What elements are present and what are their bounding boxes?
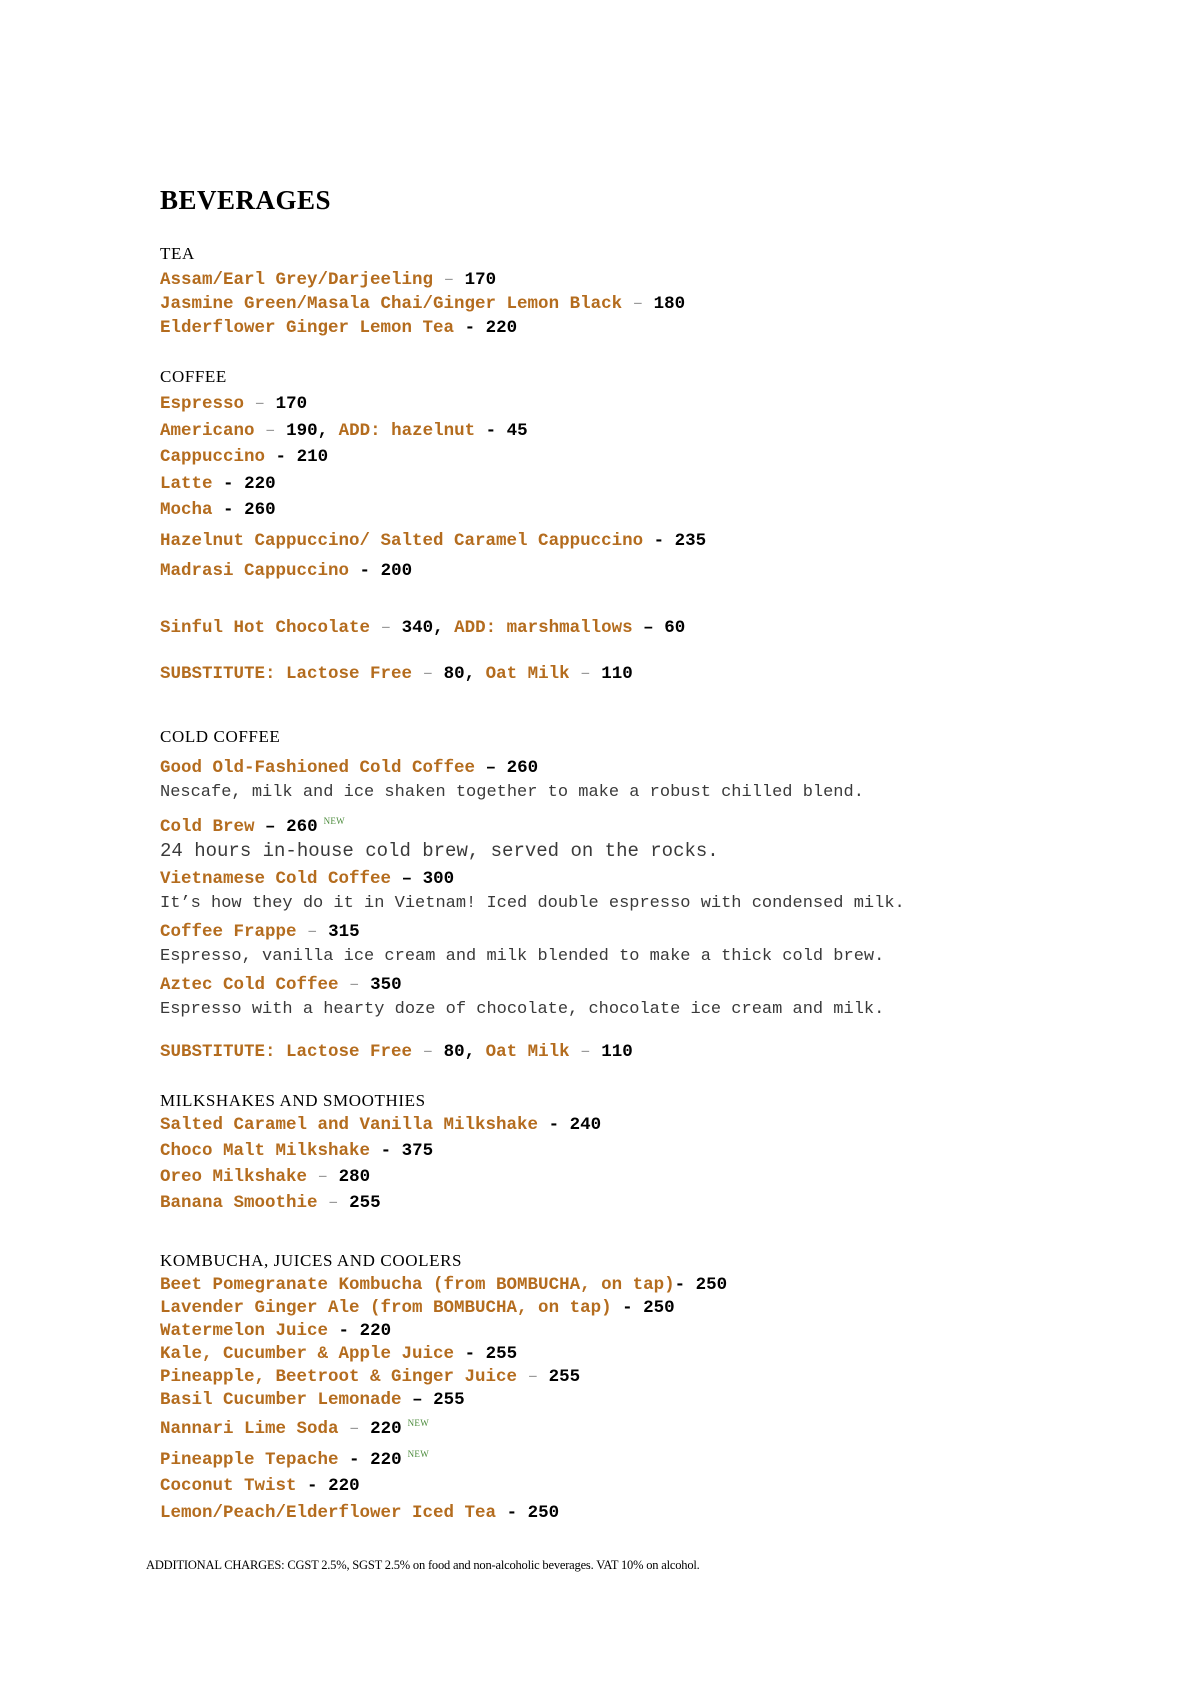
item-price: 220 (370, 1419, 402, 1440)
item-separator: - (275, 447, 287, 467)
section-heading: KOMBUCHA, JUICES AND COOLERS (160, 1251, 463, 1271)
item-name: Hazelnut Cappuccino/ Salted Caramel Cappuccino (160, 530, 644, 551)
item-price: 190, (286, 420, 329, 441)
item-separator: – (527, 1367, 539, 1388)
item-name: Choco Malt Milkshake (160, 1141, 371, 1162)
menu-item (160, 1343, 1160, 1366)
menu-item (160, 1320, 1160, 1343)
menu-item (160, 1190, 1160, 1216)
menu-item (160, 1389, 1160, 1412)
item-price: 255 (349, 1193, 381, 1214)
menu-item (160, 1164, 1160, 1190)
item-separator: - (653, 530, 665, 551)
page-title: BEVERAGES (160, 185, 332, 215)
item-name: Salted Caramel and Vanilla Milkshake (160, 1115, 539, 1136)
item-description: 24 hours in-house cold brew, served on the rocks. (160, 840, 719, 863)
item-separator: – (307, 922, 318, 943)
item-price: 255 (433, 1390, 465, 1411)
substitute-label: SUBSTITUTE: Lactose Free (160, 664, 413, 684)
item-name: Lavender Ginger Ale (from BOMBUCHA, on tap) (160, 1298, 612, 1319)
milkshakes-section (160, 1090, 1160, 1216)
item-separator: – (349, 1419, 360, 1440)
item-name: Basil Cucumber Lemonade (160, 1390, 402, 1411)
item-name: Good Old-Fashioned Cold Coffee (160, 757, 476, 778)
item-price: 220 (485, 318, 518, 338)
menu-item (160, 268, 1160, 292)
section-heading: COLD COFFEE (160, 726, 281, 746)
item-name: Sinful Hot Chocolate (160, 617, 371, 638)
item-description: Espresso, vanilla ice cream and milk blended to make a thick cold brew. (160, 947, 885, 967)
item-name: Vietnamese Cold Coffee (160, 869, 392, 890)
footer-charges-note: ADDITIONAL CHARGES: CGST 2.5%, SGST 2.5% on food and non-alcoholic beverages. VAT 10% on alcohol. (146, 1558, 700, 1572)
item-name: Latte (160, 473, 213, 494)
menu-item (160, 756, 1160, 780)
menu-item (160, 920, 1160, 944)
item-price: 170 (275, 394, 308, 414)
item-separator: - (307, 1475, 318, 1496)
item-separator: – (265, 420, 276, 441)
menu-item (160, 1412, 1160, 1441)
item-name: Oreo Milkshake (160, 1167, 308, 1188)
item-separator: – (643, 617, 654, 638)
menu-item (160, 528, 1160, 555)
menu-item (160, 558, 1160, 585)
add-on-label: ADD: marshmallows (454, 617, 633, 638)
add-on-label: ADD: hazelnut (338, 420, 476, 441)
item-name: Americano (160, 420, 255, 441)
item-price: 340, (401, 617, 444, 638)
menu-item (160, 471, 1160, 498)
item-price: 250 (695, 1275, 728, 1296)
new-badge: NEW (323, 815, 345, 826)
item-price: 235 (674, 530, 707, 551)
menu-item (160, 1138, 1160, 1164)
coffee-section (160, 366, 1160, 688)
menu-item (160, 418, 1160, 445)
menu-item (160, 973, 1160, 997)
item-price: 170 (464, 270, 497, 290)
item-price: 200 (380, 561, 413, 581)
item-separator: – (265, 816, 276, 837)
item-name: Beet Pomegranate Kombucha (from BOMBUCHA, on tap) (160, 1275, 675, 1296)
menu-item (160, 1499, 1160, 1527)
item-separator: - (359, 561, 371, 581)
cold-coffee-section (160, 726, 1160, 1065)
item-price: 260 (286, 816, 318, 837)
section-heading: COFFEE (160, 367, 227, 386)
item-separator: – (422, 664, 434, 684)
item-separator: - (349, 1449, 360, 1470)
item-separator: – (380, 617, 392, 638)
menu-item (160, 292, 1160, 316)
menu-item (160, 444, 1160, 471)
item-price: 350 (370, 975, 402, 996)
item-separator: – (632, 294, 644, 314)
item-separator: - (223, 473, 234, 494)
item-price: 220 (370, 1449, 402, 1470)
item-separator: - (380, 1141, 392, 1162)
item-separator: – (580, 1042, 591, 1063)
substitute-line (160, 1040, 1160, 1064)
section-heading: MILKSHAKES AND SMOOTHIES (160, 1091, 426, 1111)
item-separator: – (580, 664, 591, 684)
tea-section (160, 243, 1160, 340)
item-separator: - (674, 1275, 686, 1296)
item-separator: – (349, 975, 360, 996)
item-price: 220 (328, 1475, 360, 1496)
item-separator: – (254, 394, 266, 414)
item-name: Aztec Cold Coffee (160, 975, 339, 996)
item-price: 180 (653, 294, 686, 314)
substitute-label: Oat Milk (485, 664, 570, 684)
item-price: 260 (506, 757, 539, 778)
menu-item (160, 497, 1160, 524)
item-price: 220 (244, 473, 276, 494)
item-name: Assam/Earl Grey/Darjeeling (160, 270, 434, 290)
item-separator: - (223, 500, 234, 520)
item-name: Watermelon Juice (160, 1321, 329, 1342)
substitute-line (160, 661, 1160, 688)
add-on-price: 60 (664, 617, 686, 638)
item-name: Jasmine Green/Masala Chai/Ginger Lemon Black (160, 294, 623, 314)
item-separator: - (338, 1321, 350, 1342)
menu-item (160, 1274, 1160, 1297)
item-price: 250 (527, 1502, 560, 1523)
item-name: Mocha (160, 500, 213, 520)
item-separator: - (548, 1115, 560, 1136)
kombucha-section (160, 1250, 1160, 1527)
item-price: 255 (485, 1344, 518, 1365)
item-name: Cappuccino (160, 447, 266, 467)
substitute-price: 80, (443, 1042, 476, 1063)
add-on-price: 45 (506, 420, 528, 441)
item-name: Madrasi Cappuccino (160, 561, 350, 581)
item-separator: – (328, 1193, 339, 1214)
new-badge: NEW (407, 1449, 429, 1460)
menu-page (160, 183, 1160, 1553)
section-heading: TEA (160, 244, 195, 263)
menu-item (160, 809, 1160, 839)
menu-item (160, 1441, 1160, 1473)
item-separator: - (506, 1502, 518, 1523)
item-name: Pineapple Tepache (160, 1449, 339, 1470)
item-name: Nannari Lime Soda (160, 1419, 339, 1440)
new-badge: NEW (407, 1418, 429, 1429)
item-separator: – (317, 1167, 329, 1188)
menu-item (160, 391, 1160, 418)
item-separator: – (443, 270, 455, 290)
item-name: Banana Smoothie (160, 1193, 318, 1214)
item-price: 375 (401, 1141, 434, 1162)
item-price: 315 (328, 922, 360, 943)
substitute-label: SUBSTITUTE: Lactose Free (160, 1042, 413, 1063)
substitute-price: 80, (443, 664, 476, 684)
menu-item (160, 615, 1160, 642)
item-name: Cold Brew (160, 816, 255, 837)
item-separator: – (485, 757, 497, 778)
item-price: 280 (338, 1167, 371, 1188)
item-separator: – (401, 869, 413, 890)
item-price: 255 (548, 1367, 581, 1388)
item-separator: - (622, 1298, 633, 1319)
item-separator: – (412, 1390, 423, 1411)
item-name: Espresso (160, 394, 245, 414)
item-name: Kale, Cucumber & Apple Juice (160, 1344, 455, 1365)
item-name: Coconut Twist (160, 1475, 297, 1496)
substitute-price: 110 (601, 1042, 633, 1063)
item-price: 210 (296, 447, 329, 467)
item-description: Nescafe, milk and ice shaken together to make a robust chilled blend. (160, 782, 864, 802)
item-separator: - (464, 1344, 476, 1365)
item-name: Lemon/Peach/Elderflower Iced Tea (160, 1502, 497, 1523)
menu-item (160, 1366, 1160, 1389)
menu-item (160, 1473, 1160, 1499)
item-price: 250 (643, 1298, 675, 1319)
item-price: 220 (359, 1321, 392, 1342)
item-name: Pineapple, Beetroot & Ginger Juice (160, 1367, 518, 1388)
item-separator: - (485, 420, 497, 441)
menu-item (160, 1112, 1160, 1138)
menu-item (160, 867, 1160, 891)
substitute-label: Oat Milk (485, 1042, 570, 1063)
item-separator: – (422, 1042, 434, 1063)
item-description: It’s how they do it in Vietnam! Iced double espresso with condensed milk. (160, 894, 905, 914)
item-name: Coffee Frappe (160, 922, 297, 943)
substitute-price: 110 (601, 664, 633, 684)
item-name: Elderflower Ginger Lemon Tea (160, 318, 455, 338)
item-separator: - (464, 318, 476, 338)
menu-item (160, 316, 1160, 340)
item-price: 300 (422, 869, 455, 890)
menu-item (160, 1297, 1160, 1320)
item-price: 260 (244, 500, 276, 520)
item-description: Espresso with a hearty doze of chocolate, chocolate ice cream and milk. (160, 1000, 885, 1020)
item-price: 240 (569, 1115, 602, 1136)
